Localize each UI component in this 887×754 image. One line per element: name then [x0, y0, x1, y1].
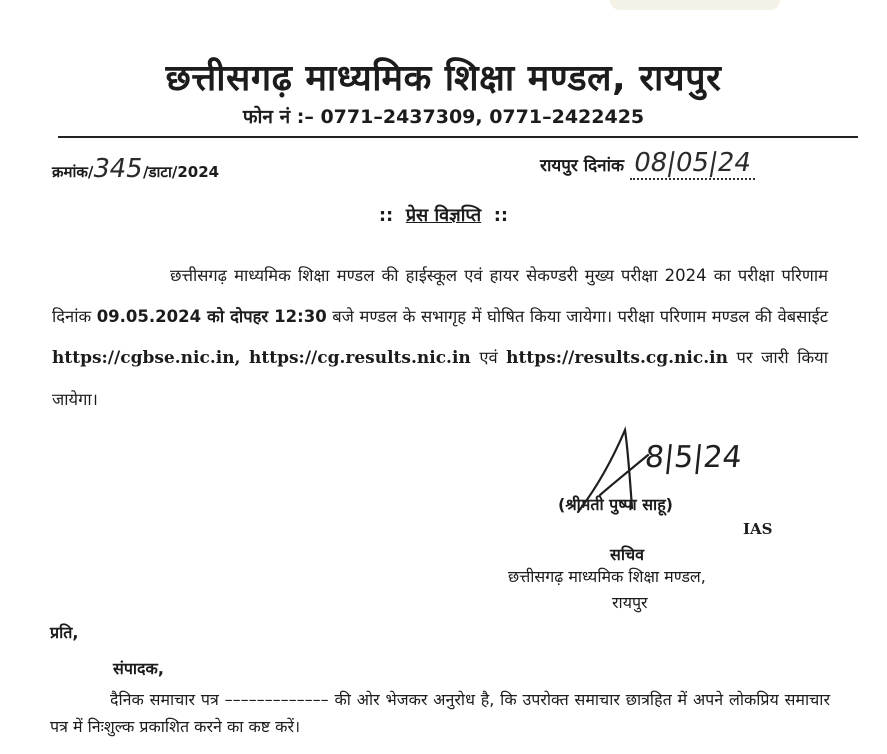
reference-suffix: /डाटा/2024: [143, 163, 220, 181]
signatory-designation: सचिव: [610, 545, 645, 564]
signatory-organization: छत्तीसगढ़ माध्यमिक शिक्षा मण्डल,: [508, 567, 706, 586]
heading-right-marks: ::: [493, 205, 509, 226]
announcement-paragraph: [52, 255, 828, 420]
body-part3: बजे मण्डल के सभागृह में घोषित किया जायेगा। परीक्षा परिणाम मण्डल की वेबसाईट: [326, 307, 829, 326]
recipient-label: प्रति,: [50, 623, 79, 642]
heading-text: प्रेस विज्ञप्ति: [405, 205, 482, 226]
reference-handwritten-number: 345: [90, 154, 146, 184]
signatory-city: रायपुर: [612, 593, 648, 612]
date-handwritten-value: 08|05|24: [631, 148, 754, 178]
reference-number: [52, 154, 219, 184]
recipient-editor: संपादक,: [113, 659, 164, 678]
body-part1: छत्तीसगढ़ माध्यमिक शिक्षा मण्डल की हाईस्कूल एवं हायर सेकण्डरी मुख्य परीक्षा 2024 का परीक्षा परिणाम दिनांक: [52, 266, 828, 326]
date-label: रायपुर दिनांक: [540, 156, 625, 176]
request-text: दैनिक समाचार पत्र ––––––––––––– की ओर भेजकर अनुरोध है, कि उपरोक्त समाचार छात्रहित में अपने लोकप्रिय समाचार पत्र में निःशुल्क प्रकाशित करने का कष्ट करें।: [50, 690, 830, 736]
reference-prefix: क्रमांक/: [52, 163, 94, 181]
signature-handwritten-date: 8|5|24: [643, 440, 744, 475]
heading-left-marks: ::: [378, 205, 394, 226]
letterhead-phone: फोन नं :– 0771–2437309, 0771–2422425: [242, 106, 645, 128]
body-part2: को: [201, 307, 231, 326]
body-and: एवं: [479, 348, 498, 367]
signatory-service: IAS: [743, 520, 773, 538]
website-link-1[interactable]: https://cgbse.nic.in,: [52, 348, 241, 368]
header-divider: [58, 136, 858, 138]
issue-date: [540, 148, 755, 180]
result-date: 09.05.2024: [96, 307, 202, 326]
paper-smudge: [610, 0, 780, 10]
website-link-3[interactable]: https://results.cg.nic.in: [506, 348, 728, 368]
date-field: [630, 148, 755, 180]
letterhead-title: छत्तीसगढ़ माध्यमिक शिक्षा मण्डल, रायपुर: [165, 58, 722, 99]
signatory-name: (श्रीमती पुष्पा साहू): [558, 495, 673, 514]
body-part4: पर जारी किया जायेगा।: [52, 348, 828, 409]
website-link-2[interactable]: https://cg.results.nic.in: [249, 348, 471, 368]
publication-request: [50, 686, 830, 740]
press-release-heading: [0, 203, 887, 227]
result-time: दोपहर 12:30: [230, 307, 327, 326]
